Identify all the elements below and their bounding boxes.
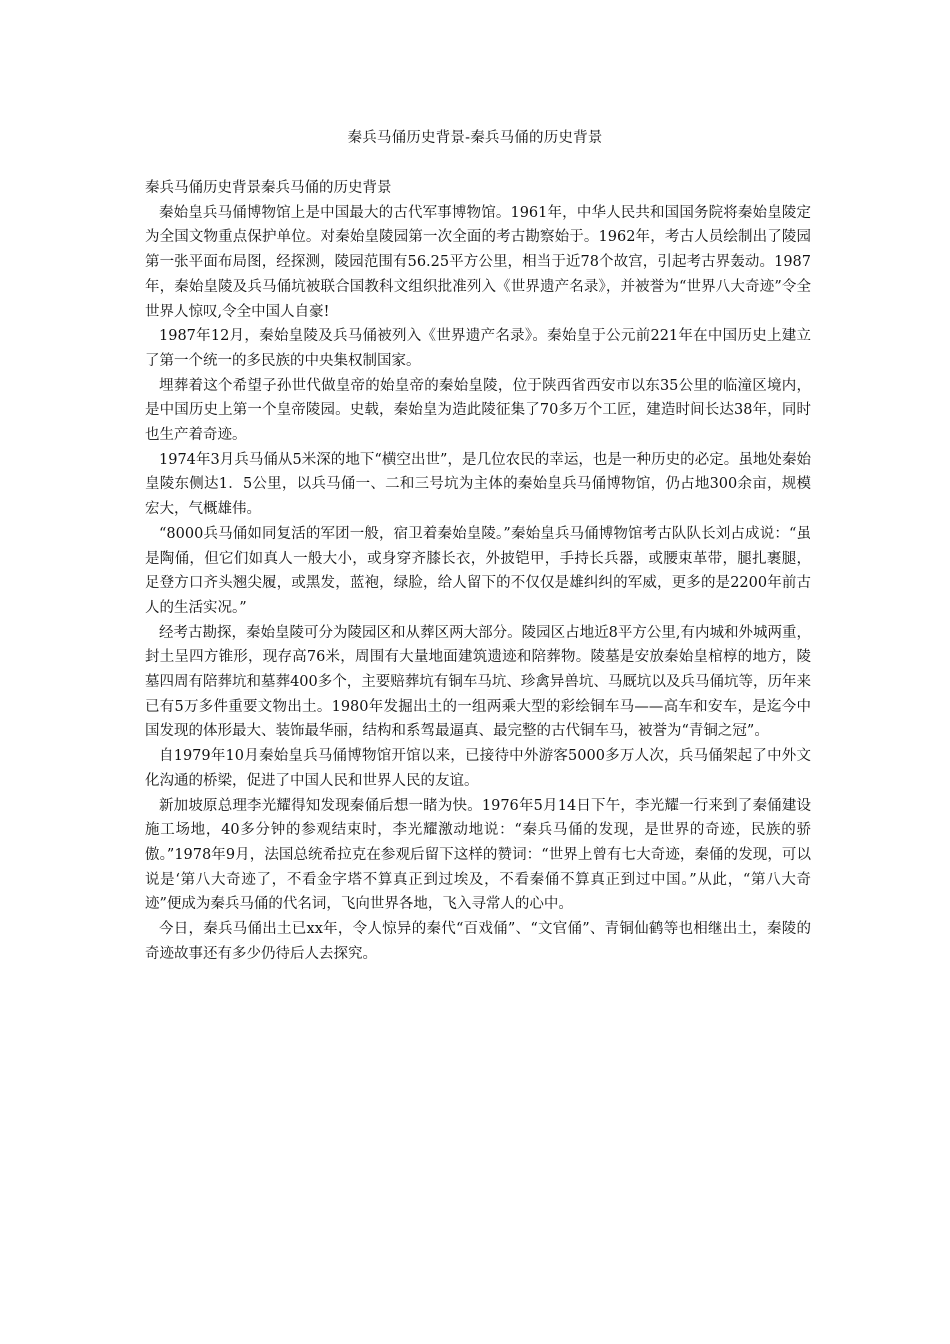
paragraph-today: 今日，秦兵马俑出土已xx年，令人惊异的秦代“百戏俑”、“文官俑”、青铜仙鹤等也相继出土，秦陵的奇迹故事还有多少仍待后人去探究。 bbox=[145, 921, 811, 962]
document-body bbox=[145, 176, 811, 967]
paragraph-museum-overview: 秦始皇兵马俑博物馆上是中国最大的古代军事博物馆。1961年，中华人民共和国国务院将秦始皇陵定为全国文物重点保护单位。对秦始皇陵园第一次全面的考古勘察始于。1962年，考古人员绘制出了陵园第一张平面布局图，经探测，陵园范围有56.25平方公里，相当于近78个故宫，引起考古界轰动。1987年，秦始皇陵及兵马俑坑被联合国教科文组织批准列入《世界遗产名录》，并被誉为“世界八大奇迹”令全世界人惊叹,令全中国人自豪! bbox=[145, 204, 811, 320]
document-subtitle: 秦兵马俑历史背景秦兵马俑的历史背景 bbox=[145, 180, 392, 196]
paragraph-visitors-praise: 新加坡原总理李光耀得知发现秦俑后想一睹为快。1976年5月14日下午，李光耀一行来到了秦俑建设施工场地，40多分钟的参观结束时，李光耀激动地说：“秦兵马俑的发现，是世界的奇迹，民族的骄傲。”1978年9月，法国总统希拉克在参观后留下这样的赞词：“世界上曾有七大奇迹，秦俑的发现，可以说是‘第八大奇迹了，不看金字塔不算真正到过埃及，不看秦俑不算真正到过中国。”从此，“第八大奇迹”便成为秦兵马俑的代名词，飞向世界各地，飞入寻常人的心中。 bbox=[145, 797, 811, 913]
paragraph-mausoleum-location: 埋葬着这个希望子孙世代做皇帝的始皇帝的秦始皇陵，位于陕西省西安市以东35公里的临潼区境内，是中国历史上第一个皇帝陵园。史载，秦始皇为造此陵征集了70多万个工匠，建造时间长达38年，同时也生产着奇迹。 bbox=[145, 377, 811, 444]
paragraph-archaeological-survey: 经考古勘探，秦始皇陵可分为陵园区和从葬区两大部分。陵园区占地近8平方公里,有内城和外城两重，封土呈四方锥形，现存高76米，周围有大量地面建筑遗迹和陪葬物。陵墓是安放秦始皇棺椁的地方，陵墓四周有陪葬坑和墓葬400多个，主要赔葬坑有铜车马坑、珍禽异兽坑、马厩坑以及兵马俑坑等，历年来已有5万多件重要文物出土。1980年发掘出土的一组两乘大型的彩绘铜车马——高车和安车，是迄今中国发现的体形最大、装饰最华丽，结构和系驾最逼真、最完整的古代铜车马，被誉为“青铜之冠”。 bbox=[145, 624, 811, 740]
paragraph-discovery-1974: 1974年3月兵马俑从5米深的地下“横空出世”，是几位农民的幸运，也是一种历史的必定。虽地处秦始皇陵东侧达1．5公里，以兵马俑一、二和三号坑为主体的秦始皇兵马俑博物馆，仍占地300余亩，规模宏大，气概雄伟。 bbox=[145, 451, 811, 518]
paragraph-museum-opening: 自1979年10月秦始皇兵马俑博物馆开馆以来，已接待中外游客5000多万人次，兵马俑架起了中外文化沟通的桥梁，促进了中国人民和世界人民的友谊。 bbox=[145, 748, 811, 789]
document-title: 秦兵马俑历史背景-秦兵马俑的历史背景 bbox=[347, 130, 603, 146]
paragraph-world-heritage: 1987年12月，秦始皇陵及兵马俑被列入《世界遗产名录》。秦始皇于公元前221年在中国历史上建立了第一个统一的多民族的中央集权制国家。 bbox=[145, 328, 811, 369]
paragraph-curator-quote: “8000兵马俑如同复活的军团一般，宿卫着秦始皇陵。”秦始皇兵马俑博物馆考古队队长刘占成说：“虽是陶俑，但它们如真人一般大小，或身穿齐膝长衣，外披铠甲，手持长兵器，或腰束革带，腿扎裹腿，足登方口齐头翘尖履，或黑发，蓝袍，绿脸，给人留下的不仅仅是雄纠纠的军威，更多的是2200年前古人的生活实况。” bbox=[145, 525, 811, 616]
